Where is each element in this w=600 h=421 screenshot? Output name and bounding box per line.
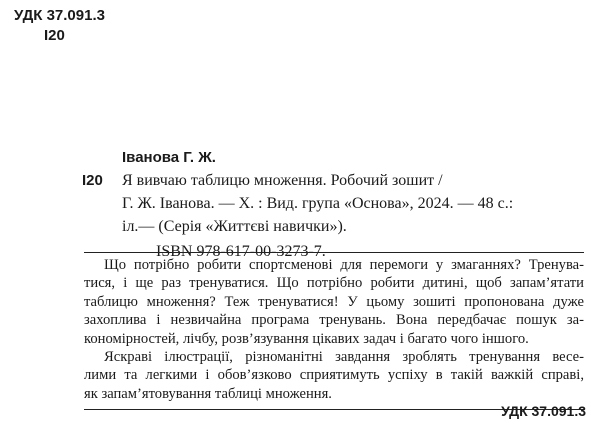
annotation-line: кономірностей, лічбу, розв’язування цікавих задач і багато чого іншого.	[84, 330, 529, 347]
annotation-line: лими та легкими і обов’язково сприятимуть успіху в такій важкій справі,	[84, 367, 584, 384]
annotation-line: Що потрібно робити спортсменові для перемоги у змаганнях? Тренува-	[104, 257, 584, 273]
record-series-line: іл.— (Серія «Життєві навички»).	[122, 218, 347, 235]
annotation-line: тися, і ще раз тренуватися. Що потрібно робити дитині, щоб запам’ятати	[84, 275, 584, 292]
annotation-line: захоплива і незвичайна програма тренувань. Вона передбачає пошук за-	[84, 312, 584, 329]
record-isbn: ISBN 978-617-00-3273-7.	[156, 243, 326, 260]
udk-footer: УДК 37.091.3	[501, 403, 586, 419]
bibliographic-record	[82, 146, 590, 263]
udk-code: УДК 37.091.3	[14, 7, 105, 24]
annotation-line: Яскраві ілюстрації, різноманітні завдання зроблять тренування весе-	[104, 349, 584, 366]
annotation-line: як запам’ятовування таблиці множення.	[84, 385, 332, 402]
annotation-line: таблицю множення? Теж тренуватися! У цьому зошиті пропонована дуже	[84, 293, 584, 310]
udk-header	[14, 6, 105, 46]
author-index-code: І20	[44, 27, 65, 44]
record-author: Іванова Г. Ж.	[122, 149, 216, 166]
record-index-code: І20	[82, 172, 103, 189]
record-title-line: Я вивчаю таблицю множення. Робочий зошит /	[122, 172, 443, 189]
record-publisher-line: Г. Ж. Іванова. — Х. : Вид. група «Основа», 2024. — 48 с.:	[122, 195, 514, 212]
annotation-block	[84, 252, 584, 410]
